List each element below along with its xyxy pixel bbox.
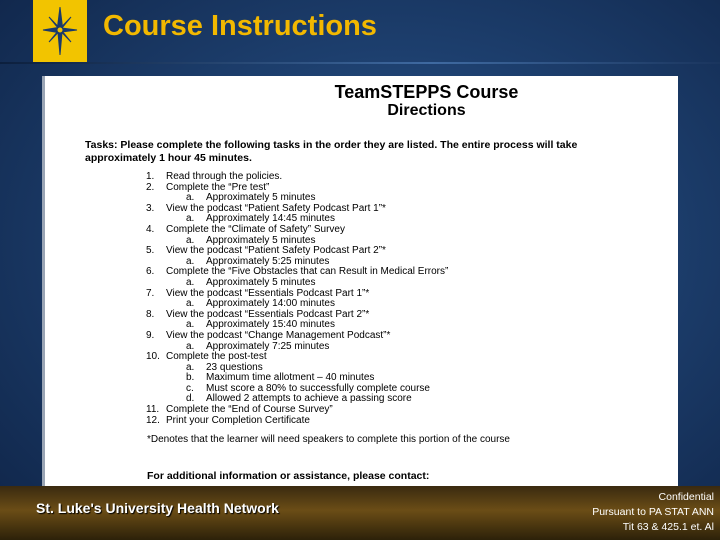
task-number: 5. xyxy=(146,245,155,257)
task-number: c. xyxy=(186,382,194,394)
slide-title: Course Instructions xyxy=(103,10,377,42)
contact-line: For additional information or assistance, please contact: xyxy=(147,470,430,482)
task-number: a. xyxy=(186,213,195,225)
speaker-note: *Denotes that the learner will need speakers to complete this portion of the course xyxy=(147,434,510,445)
logo xyxy=(33,0,87,62)
task-number: d. xyxy=(186,393,195,405)
task-text: 23 questions xyxy=(206,361,263,373)
task-number: b. xyxy=(186,372,195,384)
document-image xyxy=(42,76,678,488)
task-text: Allowed 2 attempts to achieve a passing score xyxy=(206,393,412,405)
star-compass-icon xyxy=(40,5,80,57)
task-text: View the podcast “Essentials Podcast Part 1”* xyxy=(166,287,370,299)
task-number: a. xyxy=(186,319,195,331)
task-text: Approximately 5 minutes xyxy=(206,234,316,246)
title-divider xyxy=(0,62,720,64)
task-number: 9. xyxy=(146,329,155,341)
task-number: 4. xyxy=(146,223,155,235)
document-subtitle: Directions xyxy=(387,102,466,119)
task-text: View the podcast “Patient Safety Podcast Part 1”* xyxy=(166,202,386,214)
task-text: Maximum time allotment – 40 minutes xyxy=(206,372,375,384)
task-text: View the podcast “Change Management Podcast”* xyxy=(166,329,391,341)
confidential-line: Pursuant to PA STAT ANN xyxy=(592,506,714,518)
task-number: a. xyxy=(186,276,195,288)
task-number: 1. xyxy=(146,171,155,182)
tasks-intro: Tasks: Please complete the following tasks in the order they are listed. The entire process will take approximately 1 hour 45 minutes. xyxy=(85,139,578,164)
network-name: St. Luke's University Health Network xyxy=(36,500,279,516)
task-number: 7. xyxy=(146,287,155,299)
task-number: a. xyxy=(186,255,195,267)
task-text: Complete the “End of Course Survey” xyxy=(166,404,333,416)
task-text: Approximately 14:45 minutes xyxy=(206,213,335,225)
task-number: a. xyxy=(186,234,195,246)
task-text: Approximately 5 minutes xyxy=(206,192,316,204)
task-number: 8. xyxy=(146,308,155,320)
confidential-line: Tit 63 & 425.1 et. Al xyxy=(622,521,714,533)
task-text: Complete the post-test xyxy=(166,351,267,363)
task-text: Read through the policies. xyxy=(166,171,283,182)
task-text: Must score a 80% to successfully complete course xyxy=(206,382,430,394)
task-number: 2. xyxy=(146,181,155,193)
task-number: a. xyxy=(186,192,195,204)
document-title: TeamSTEPPS Course xyxy=(334,82,519,102)
task-number: 6. xyxy=(146,266,155,278)
task-text: Approximately 7:25 minutes xyxy=(206,340,330,352)
task-number: 11. xyxy=(146,404,160,416)
task-text: Complete the “Pre test” xyxy=(166,181,270,193)
task-number: 10. xyxy=(146,351,160,363)
task-text: View the podcast “Patient Safety Podcast Part 2”* xyxy=(166,245,386,257)
footer-bar xyxy=(0,486,720,540)
task-text: Complete the “Climate of Safety” Survey xyxy=(166,223,345,235)
task-text: Approximately 14:00 minutes xyxy=(206,298,335,310)
task-number: 12. xyxy=(146,414,160,426)
task-text: Complete the “Five Obstacles that can Result in Medical Errors” xyxy=(166,266,449,278)
task-number: a. xyxy=(186,298,195,310)
task-number: 3. xyxy=(146,202,155,214)
task-text: Approximately 5 minutes xyxy=(206,276,316,288)
task-number: a. xyxy=(186,361,195,373)
task-text: View the podcast “Essentials Podcast Part 2”* xyxy=(166,308,370,320)
task-text: Print your Completion Certificate xyxy=(166,414,310,426)
task-text: Approximately 5:25 minutes xyxy=(206,255,330,267)
task-number: a. xyxy=(186,340,195,352)
confidential-notice xyxy=(592,490,714,535)
task-text: Approximately 15:40 minutes xyxy=(206,319,335,331)
confidential-line: Confidential xyxy=(658,491,714,503)
